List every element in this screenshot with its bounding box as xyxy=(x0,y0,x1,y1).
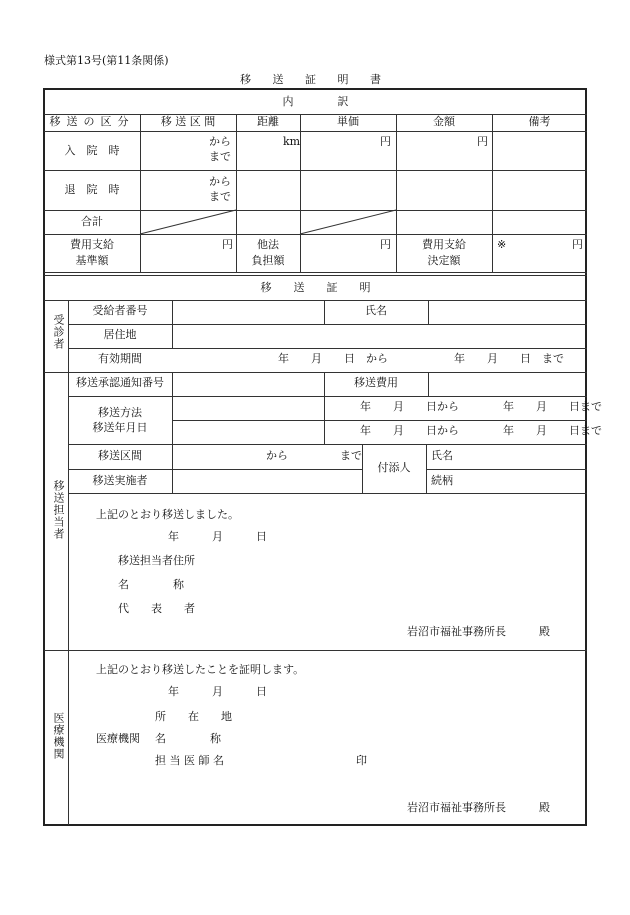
header-unit-price: 単価 xyxy=(337,115,359,128)
diagonal-strike xyxy=(300,210,396,234)
rule xyxy=(44,372,587,373)
transport-date-line: 年 月 日 xyxy=(168,530,267,543)
from-label: から xyxy=(266,449,288,462)
decided-label-1: 費用支給 xyxy=(422,238,466,251)
medical-date-line: 年 月 日 xyxy=(168,685,267,698)
rule xyxy=(44,131,587,132)
rule xyxy=(428,300,429,324)
transport-date-label: 移送年月日 xyxy=(92,421,148,434)
breakdown-heading: 内 訳 xyxy=(282,95,349,108)
rule xyxy=(44,300,587,301)
medical-addressee: 岩沼市福祉事務所長 殿 xyxy=(407,801,550,814)
medical-name-line: 名 称 xyxy=(155,732,221,745)
transport-name-line: 名 称 xyxy=(118,578,184,591)
rule xyxy=(140,114,141,272)
from-label: から xyxy=(209,135,231,148)
recipient-name-label: 氏名 xyxy=(365,304,387,317)
rule xyxy=(300,114,301,272)
header-distance: 距離 xyxy=(257,115,279,128)
header-remarks: 備考 xyxy=(528,115,551,128)
recipient-validity-period: 年 月 日 から 年 月 日 まで xyxy=(278,352,564,365)
note-mark: ※ xyxy=(497,238,507,251)
medical-statement: 上記のとおり移送したことを証明します。 xyxy=(96,663,305,676)
from-label: から xyxy=(209,175,231,188)
yen-unit: 円 xyxy=(380,238,391,251)
rule xyxy=(68,469,362,470)
row-total-label: 合計 xyxy=(81,215,103,228)
decided-label-2: 決定額 xyxy=(427,254,461,267)
header-category: 移送の区分 xyxy=(49,115,135,128)
recipient-validity-label: 有効期間 xyxy=(98,352,142,365)
transport-method-label: 移送方法 xyxy=(98,406,142,419)
transport-section-label: 移送担当者 xyxy=(52,480,65,540)
yen-unit: 円 xyxy=(572,238,583,251)
rule xyxy=(68,493,587,494)
rule xyxy=(44,272,587,273)
transport-date-range: 年 月 日から 年 月 日まで xyxy=(360,400,602,413)
rule xyxy=(426,469,587,470)
transport-addressee: 岩沼市福祉事務所長 殿 xyxy=(407,625,550,638)
seal-mark: 印 xyxy=(356,754,367,767)
yen-unit: 円 xyxy=(222,238,233,251)
certification-heading: 移 送 証 明 xyxy=(260,281,371,294)
transport-cost-label: 移送費用 xyxy=(354,376,398,389)
to-label: まで xyxy=(209,190,231,203)
rule xyxy=(44,275,587,276)
recipient-number-label: 受給者番号 xyxy=(92,304,148,317)
rule xyxy=(492,114,493,272)
form-number: 様式第13号(第11条関係) xyxy=(44,54,169,67)
yen-unit: 円 xyxy=(477,135,488,148)
rule xyxy=(428,372,429,396)
km-unit: km xyxy=(283,135,301,148)
rule xyxy=(426,444,427,493)
transport-section-row-label: 移送区間 xyxy=(98,449,142,462)
executor-label: 移送実施者 xyxy=(92,474,148,487)
rule xyxy=(68,324,587,325)
approval-number-label: 移送承認通知番号 xyxy=(76,376,164,389)
header-amount: 金額 xyxy=(433,115,455,128)
rule xyxy=(68,348,587,349)
transport-rep-line: 代 表 者 xyxy=(118,602,195,615)
attendant-name-label: 氏名 xyxy=(431,449,453,462)
standard-label-1: 費用支給 xyxy=(70,238,114,251)
transport-statement: 上記のとおり移送しました。 xyxy=(96,508,239,521)
to-label: まで xyxy=(340,449,362,462)
row-admission-label: 入 院 時 xyxy=(64,144,120,157)
recipient-address-label: 居住地 xyxy=(103,328,137,341)
attendant-label: 付添人 xyxy=(377,461,411,474)
recipient-section-label: 受診者 xyxy=(52,314,65,350)
standard-label-2: 基準額 xyxy=(75,254,109,267)
transport-address-line: 移送担当者住所 xyxy=(118,554,195,567)
attendant-relationship-label: 続柄 xyxy=(431,474,453,487)
medical-location-line: 所 在 地 xyxy=(155,710,232,723)
medical-institution-label: 医療機関 xyxy=(96,732,140,745)
document-title: 移 送 証 明 書 xyxy=(240,73,390,86)
other-law-label-1: 他法 xyxy=(257,238,279,251)
row-discharge-label: 退 院 時 xyxy=(64,183,120,196)
rule xyxy=(68,444,587,445)
medical-doctor-line: 担 当 医 師 名 xyxy=(155,754,224,767)
other-law-label-2: 負担額 xyxy=(251,254,285,267)
rule xyxy=(172,420,587,421)
rule xyxy=(172,372,173,493)
header-section: 移 送 区 間 xyxy=(160,115,216,128)
transport-date-range: 年 月 日から 年 月 日まで xyxy=(360,424,602,437)
rule xyxy=(172,300,173,348)
yen-unit: 円 xyxy=(380,135,391,148)
rule xyxy=(68,396,587,397)
to-label: まで xyxy=(209,150,231,163)
rule xyxy=(44,650,587,651)
rule xyxy=(44,170,587,171)
medical-section-label: 医療機関 xyxy=(52,712,65,760)
diagonal-strike xyxy=(140,210,236,234)
rule xyxy=(44,234,587,235)
